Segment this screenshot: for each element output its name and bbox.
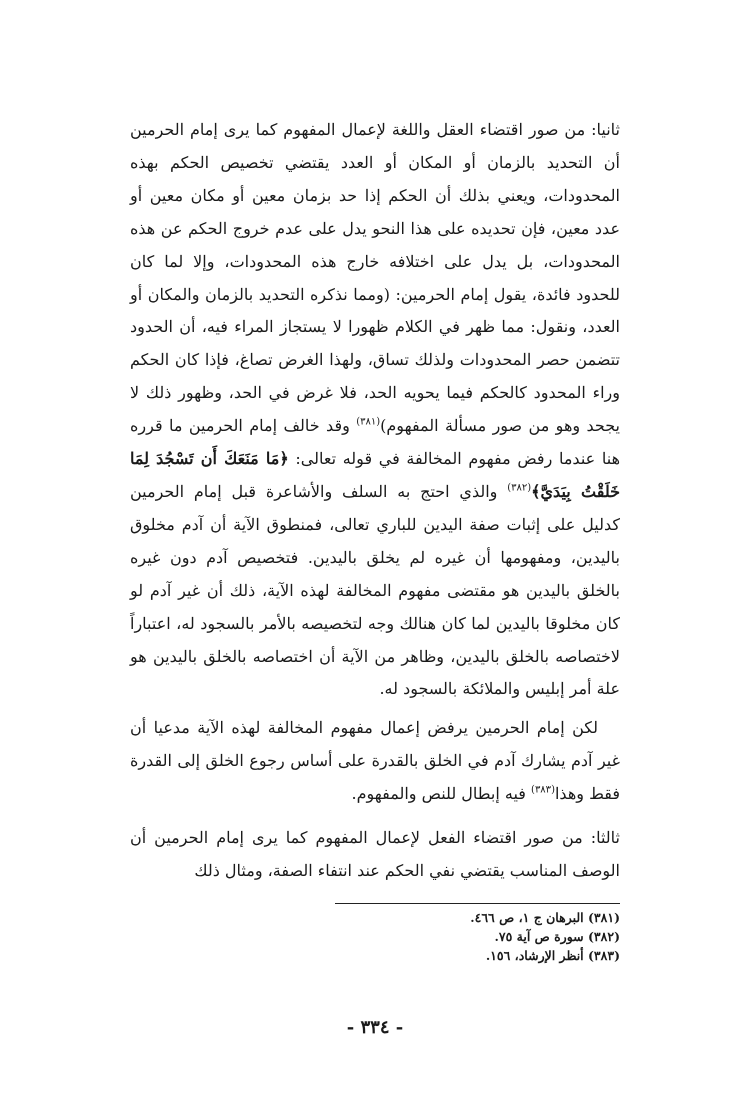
paragraph-second-point xyxy=(130,114,620,706)
footnote-383: (٣٨٣) أنظر الإرشاد، ١٥٦. xyxy=(485,948,620,963)
paragraph-text: وقد خالف إمام الحرمين ما قرره هنا عندما رفض مفهوم المخالفة في قوله تعالى: xyxy=(130,416,621,469)
paragraph-text: ثانيا: من صور اقتضاء العقل واللغة لإعمال المفهوم كما يرى إمام الحرمين أن التحديد بالزمان أو المكان أو العدد يقتضي تخصيص الحكم بهذه المحدودات، ويعني بذلك أن الحكم إذا حد بزمان معين أو مكان معين أو عدد معين، فإن تحديده على هذا النحو يدل على عدم خروج الحكم عن هذه المحدودات، بل يدل على اختلافه خارج هذه المحدودات، وإلا لما كان للحدود فائدة، يقول إمام الحرمين: (ومما نذكره التحديد بالزمان والمكان أو العدد، ونقول: مما ظهر في الكلام ظهورا لا يستجاز المراء فيه، أن الحدود تتضمن حصر المحدودات ولذلك تساق، ولهذا الغرض تصاغ، فإذا كان الحكم وراء المحدود كالحكم فيما يحويه الحد، فلا غرض في الحد، وظهور ذلك لا يجحد وهو من صور مسألة المفهوم) xyxy=(130,120,621,436)
paragraph-text: ثالثا: من صور اقتضاء الفعل لإعمال المفهوم كما يرى إمام الحرمين أن الوصف المناسب يقتضي نفي الحكم عند انتفاء الصفة، ومثال ذلك xyxy=(130,828,620,880)
footnote-ref-383[interactable]: (٣٨٣) xyxy=(531,784,555,796)
footnote-382: (٣٨٢) سورة ص آية ٧٥. xyxy=(494,929,620,944)
paragraph-text: والذي احتج به السلف والأشاعرة قبل إمام الحرمين كدليل على إثبات صفة اليدين للباري تعالى، فمنطوق الآية أن آدم مخلوق باليدين، ومفهومها أن غيره لم يخلق باليدين. فتخصيص آدم دون غيره بالخلق باليدين هو مقتضى مفهوم المخالفة لهذه الآية، ذلك أن غير آدم لو كان مخلوقا باليدين لما كان هنالك وجه لتخصيصه بالأمر بالسجود له، اعتباراً لاختصاصه بالخلق باليدين، وظاهر من الآية أن اختصاصه بالخلق باليدين هو علة أمر إبليس والملائكة بالسجود له. xyxy=(130,481,620,699)
paragraph-text: لكن إمام الحرمين يرفض إعمال مفهوم المخالفة لهذه الآية مدعيا أن غير آدم يشارك آدم في الخلق بالقدرة على أساس رجوع الخلق إلى القدرة فقط وهذا xyxy=(130,718,620,803)
footnotes xyxy=(335,908,620,965)
footnote-divider xyxy=(335,903,620,904)
footnote-ref-381[interactable]: (٣٨١) xyxy=(356,416,381,428)
paragraph-text: فيه إبطال للنص والمفهوم. xyxy=(351,783,532,803)
footnote-381: (٣٨١) البرهان ج ١، ص ٤٦٦. xyxy=(470,910,620,925)
quran-verse: ﴿مَا مَنَعَكَ أَن تَسْجُدَ لِمَا خَلَقْتُ بِيَدَيَّ﴾ xyxy=(130,449,621,501)
footnote-ref-382[interactable]: (٣٨٢) xyxy=(507,482,532,494)
paragraph-rebuttal xyxy=(130,712,620,811)
page-number: - ٣٣٤ - xyxy=(346,1017,404,1038)
paragraph-third-point xyxy=(130,822,620,888)
